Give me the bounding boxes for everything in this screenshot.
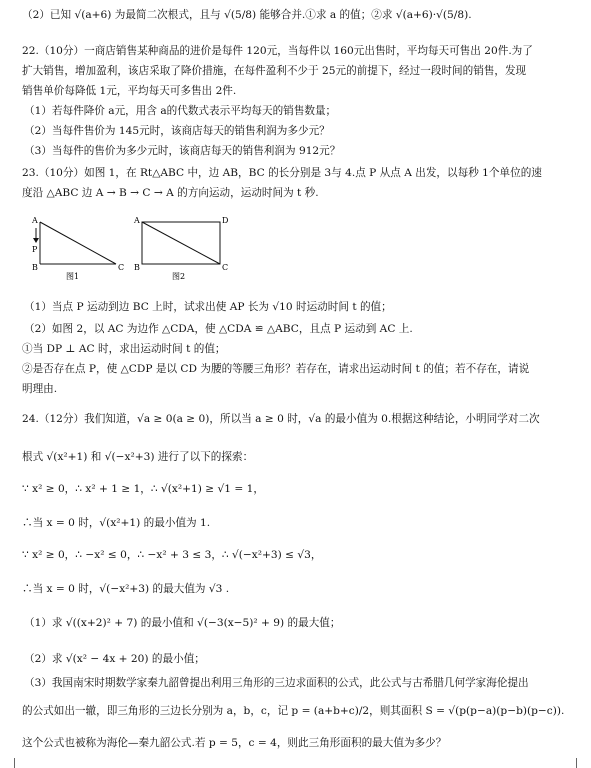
fig2-label-c: C: [222, 263, 229, 272]
q24-derivation-2: ∴当 x = 0 时，√(x²+1) 的最小值为 1.: [22, 517, 211, 529]
page-corner-mark-right: [562, 758, 577, 768]
fig2-label-d: D: [222, 216, 229, 225]
fig1-caption: 图1: [66, 272, 80, 281]
q23-part2-sub1: ①当 DP ⊥ AC 时，求出运动时间 t 的值；: [22, 343, 226, 355]
q22-stem-line3: 销售单价每降低 1元，平均每天可多售出 2件.: [22, 85, 237, 97]
q23-stem-line2: 度沿 △ABC 边 A → B → C → A 的方向运动，运动时间为 t 秒.: [22, 187, 319, 199]
q24-part3-line1: （3）我国南宋时期数学家秦九韶曾提出利用三角形的三边求面积的公式，此公式与古希腊几何学家海伦提出: [24, 677, 529, 689]
q24-part3-line3: 这个公式也被称为海伦—秦九韶公式.若 p = 5，c = 4，则此三角形面积的最大值为多少？: [22, 737, 447, 749]
q23-part2-sub2-line2: 明理由.: [22, 383, 58, 395]
q24-stem-line2: 根式 √(x²+1) 和 √(−x²+3) 进行了以下的探索：: [22, 451, 254, 463]
q21-part2: （2）已知 √(a+6) 为最简二次根式，且与 √(5/8) 能够合并.①求 a 的值；②求 √(a+6)·√(5/8).: [22, 9, 472, 21]
fig1-label-p: P: [32, 245, 38, 254]
q23-part2: （2）如图 2，以 AC 为边作 △CDA，使 △CDA ≌ △ABC，且点 P 运动到 AC 上.: [24, 323, 413, 335]
q22-stem-line2: 扩大销售，增加盈利，该店采取了降价措施，在每件盈利不少于 25元的前提下，经过一段时间的销售，发现: [22, 65, 527, 77]
q22-stem-line1: 22.（10分）一商店销售某种商品的进价是每件 120元，当每件以 160元出售时，平均每天可售出 20件.为了: [22, 45, 533, 57]
q24-part2: （2）求 √(x² − 4x + 20) 的最小值；: [24, 653, 205, 665]
q22-part3: （3）当每件的售价为多少元时，该商店每天的销售利润为 912元？: [24, 145, 341, 157]
q22-part2: （2）当每件售价为 145元时，该商店每天的销售利润为多少元？: [24, 125, 330, 137]
fig2-label-b: B: [134, 263, 140, 272]
fig1-label-c: C: [118, 263, 125, 272]
q24-derivation-3: ∵ x² ≥ 0，∴ −x² ≤ 0，∴ −x² + 3 ≤ 3，∴ √(−x²+3) ≤ √3，: [22, 549, 322, 561]
q23-stem-line1: 23.（10分）如图 1，在 Rt△ABC 中，边 AB，BC 的长分别是 3与 4.点 P 从点 A 出发，以每秒 1个单位的速: [22, 167, 542, 179]
q24-stem-line1: 24.（12分）我们知道，√a ≥ 0(a ≥ 0)，所以当 a ≥ 0 时，√a 的最小值为 0.根据这种结论，小明同学对二次: [22, 413, 540, 425]
q24-derivation-1: ∵ x² ≥ 0，∴ x² + 1 ≥ 1，∴ √(x²+1) ≥ √1 = 1，: [22, 483, 264, 495]
q23-part1: （1）当点 P 运动到边 BC 上时，试求出使 AP 长为 √10 时运动时间 t 的值；: [24, 301, 392, 313]
q23-part2-sub2-line1: ②是否存在点 P，使 △CDP 是以 CD 为腰的等腰三角形？若存在，请求出运动时间 t 的值；若不存在，请说: [22, 363, 530, 375]
q23-figures: [30, 214, 250, 288]
figure-1: [31, 216, 124, 281]
fig1-label-b: B: [32, 263, 38, 272]
page-corner-mark-left: [14, 758, 29, 768]
fig2-label-a: A: [134, 216, 140, 225]
q22-part1: （1）若每件降价 a元，用含 a的代数式表示平均每天的销售数量；: [24, 105, 337, 117]
q24-part1: （1）求 √((x+2)² + 7) 的最小值和 √(−3(x−5)² + 9) 的最大值；: [24, 617, 341, 629]
figure-2: [133, 216, 228, 281]
fig1-label-a: A: [32, 216, 38, 225]
q24-derivation-4: ∴当 x = 0 时，√(−x²+3) 的最大值为 √3 .: [22, 583, 230, 595]
fig2-caption: 图2: [172, 272, 186, 281]
q24-part3-line2: 的公式如出一辙，即三角形的三边长分别为 a，b，c，记 p = (a+b+c)/2，则其面积 S = √(p(p−a)(p−b)(p−c)).: [22, 705, 565, 717]
q23-figure-svg: [30, 214, 250, 284]
